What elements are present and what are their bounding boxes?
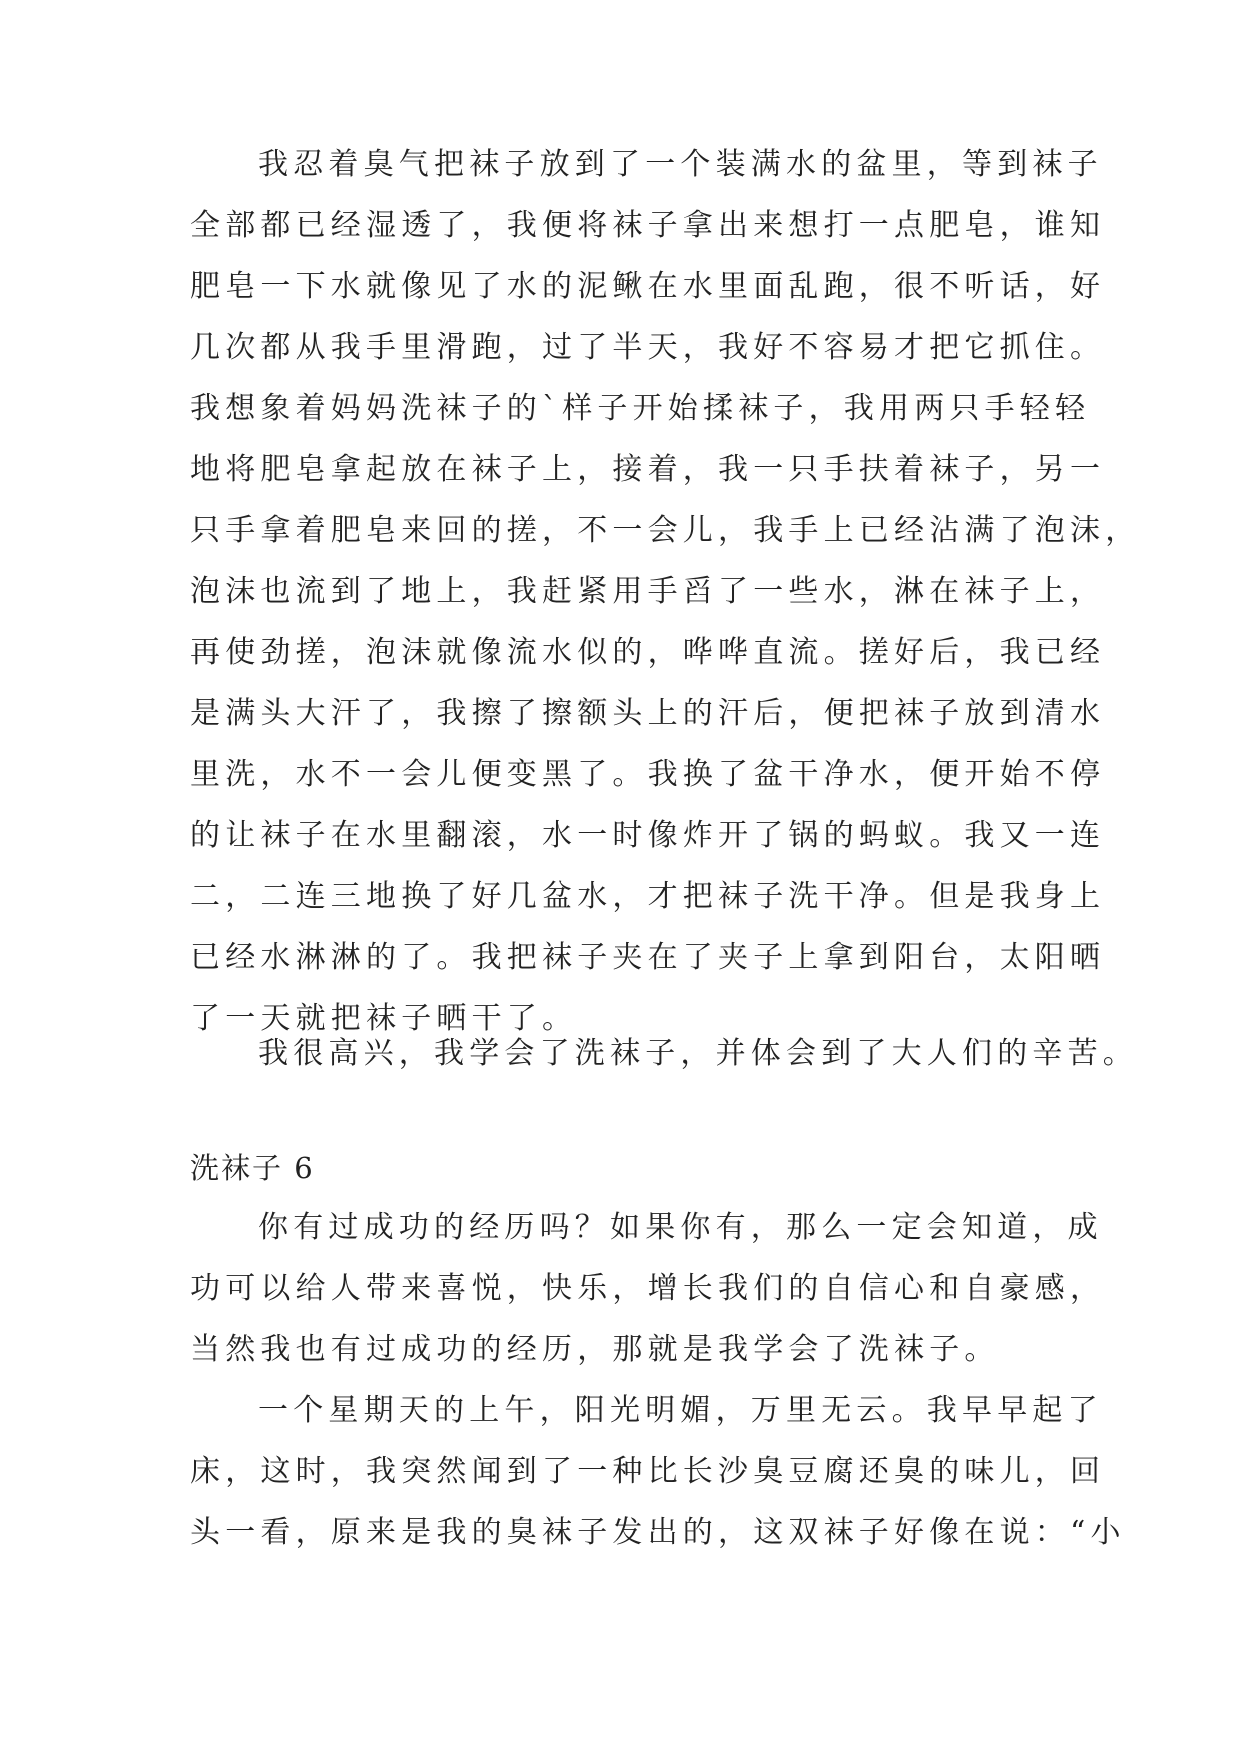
paragraph-line: 二，二连三地换了好几盆水，才把袜子洗干净。但是我身上: [190, 879, 1106, 914]
paragraph-line: 床，这时，我突然闻到了一种比长沙臭豆腐还臭的味儿，回: [190, 1454, 1106, 1489]
paragraph-line: 全部都已经湿透了，我便将袜子拿出来想打一点肥皂，谁知: [190, 208, 1106, 243]
paragraph-line: 我很高兴，我学会了洗袜子，并体会到了大人们的辛苦。: [258, 1036, 1138, 1071]
paragraph-line: 泡沫也流到了地上，我赶紧用手舀了一些水，淋在袜子上，: [190, 574, 1106, 609]
paragraph-washing-process: [190, 134, 1141, 1049]
paragraph-introduction: [190, 1197, 1106, 1380]
paragraph-line: 当然我也有过成功的经历，那就是我学会了洗袜子。: [190, 1332, 1000, 1367]
paragraph-line: 的让袜子在水里翻滚，水一时像炸开了锅的蚂蚁。我又一连: [190, 818, 1106, 853]
paragraph-line: 几次都从我手里滑跑，过了半天，我好不容易才把它抓住。: [190, 330, 1106, 365]
paragraph-line: 头一看，原来是我的臭袜子发出的，这双袜子好像在说：“小: [190, 1515, 1126, 1550]
paragraph-line: 一个星期天的上午，阳光明媚，万里无云。我早早起了: [258, 1393, 1103, 1428]
paragraph-conclusion: [190, 1023, 1138, 1084]
paragraph-line: 地将肥皂拿起放在袜子上，接着，我一只手扶着袜子，另一: [190, 452, 1106, 487]
section-heading-block: [190, 1138, 1070, 1199]
paragraph-line: 再使劲搓，泡沫就像流水似的，哗哗直流。搓好后，我已经: [190, 635, 1106, 670]
paragraph-story-start: [190, 1380, 1126, 1563]
paragraph-line: 是满头大汗了，我擦了擦额头上的汗后，便把袜子放到清水: [190, 696, 1106, 731]
paragraph-line: 里洗，水不一会儿便变黑了。我换了盆干净水，便开始不停: [190, 757, 1106, 792]
paragraph-line: 已经水淋淋的了。我把袜子夹在了夹子上拿到阳台，太阳晒: [190, 940, 1106, 975]
paragraph-line: 我想象着妈妈洗袜子的`样子开始揉袜子，我用两只手轻轻: [190, 391, 1091, 426]
paragraph-line: 只手拿着肥皂来回的搓，不一会儿，我手上已经沾满了泡沫，: [190, 513, 1141, 548]
section-heading: 洗袜子 6: [190, 1151, 315, 1185]
paragraph-line: 了一天就把袜子晒干了。: [190, 1001, 578, 1036]
paragraph-line: 你有过成功的经历吗？如果你有，那么一定会知道，成: [258, 1210, 1103, 1245]
paragraph-line: 功可以给人带来喜悦，快乐，增长我们的自信心和自豪感，: [190, 1271, 1106, 1306]
paragraph-line: 肥皂一下水就像见了水的泥鳅在水里面乱跑，很不听话，好: [190, 269, 1106, 304]
paragraph-line: 我忍着臭气把袜子放到了一个装满水的盆里，等到袜子: [258, 147, 1103, 182]
